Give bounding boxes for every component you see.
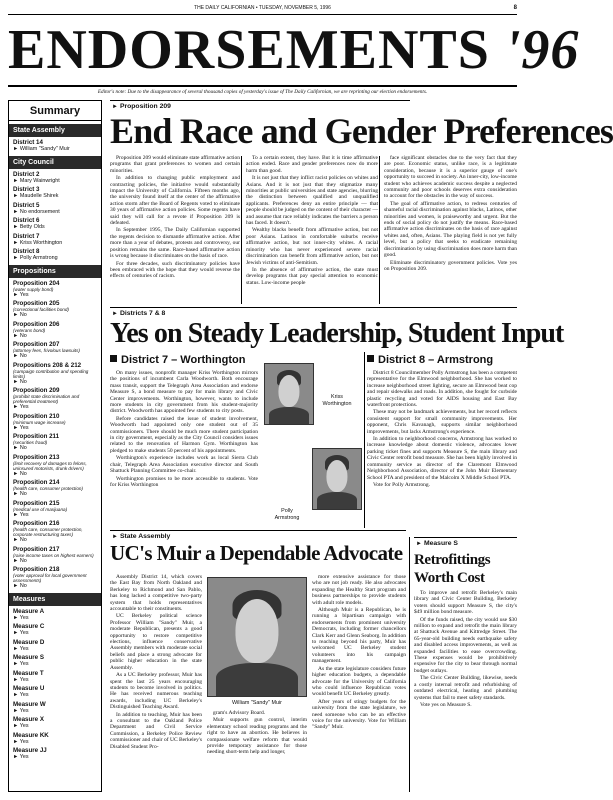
summary-item-name: Measure KK [13,731,49,739]
paragraph: Muir supports gun control, interim elementary school reading programs and the right to have an abortion. He believes in compassionate welfare reform that would provide temporary assistance for those needing short-term help and longer, [207,717,307,756]
paragraph: On many issues, nonprofit manager Kriss Worthington mirrors the positions of incumbent Carla Woodworth. Both encourage mass transit, support the Telegraph Area Association and endorse Measure S, a bond measure to pay for main library and Civic Center improvements. Worthington, however, wants to include more students in city government from his student-majority district. Woodworth has appointed few students to city posts. [110,370,258,415]
summary-item [13,654,97,668]
summary-item-name: Propositions 208 & 212 [13,361,82,369]
masthead-text: THE DAILY CALIFORNIAN • TUESDAY, NOVEMBER 5, 1996 [194,5,331,11]
assembly-tab-label: State Assembly [119,533,171,540]
paragraph: Before candidates raised the issue of student involvement, Woodworth had appointed only one student out of 35 commissioners. There should be much more student participation in city government, especially as the City Council considers issues related to the renovation of Harmon Gym. Worthington has pledged to make students 50 percent of his appointments. [110,415,258,454]
column-rule [364,352,365,528]
worthington-caption [312,394,362,407]
summary-item-vote: ► No [13,491,27,497]
summary-item-description: (minimum wage increase) [13,419,66,425]
column-rule [409,537,410,792]
district7-subhead [110,353,260,367]
summary-list [9,137,101,153]
summary-item-name: Measure A [13,607,45,615]
summary-item-name: Proposition 209 [13,387,60,394]
summary-item-description: (health care, consumer protection) [13,486,83,491]
summary-item [13,716,97,730]
column-rule [241,156,242,304]
summary-item [13,139,97,153]
summary-item-description: (veterans bond) [13,327,46,333]
summary-item-vote: ► Kriss Worthington [13,239,63,246]
summary-item-vote: ► No [13,332,27,339]
summary-item-name: Measure D [13,638,45,646]
summary-item [13,608,97,622]
summary-item [13,500,97,519]
summary-item-vote: ► Yes [13,645,29,652]
summary-item [13,454,97,478]
summary-item-name: Measure W [13,700,46,708]
summary-item [13,341,97,360]
summary-item-name: District 14 [13,139,43,146]
summary-item-description: (attorney fees, frivolous lawsuits) [13,348,80,353]
summary-item-description: (limit recovery of damages to felons, uninsured motorists, drunk drivers) [13,460,87,471]
summary-item-vote: ► Yes [13,511,29,518]
summary-item-name: Measure T [13,669,44,677]
paragraph: To improve and retrofit Berkeley's main library and Civic Center Building, Berkeley voters should support Measure S, the city's $49 million bond measure. [414,590,517,616]
measure-s-tab [414,537,517,548]
summary-title: Summary [9,101,101,121]
summary-item-vote: ► Mary Wainwright [13,177,60,184]
summary-item-vote: ► Yes [13,738,29,745]
assembly-column-3 [312,574,406,792]
summary-item-vote: ► Yes [13,404,29,410]
paragraph: Proposition 209 would eliminate state affirmative action programs that grant preferences to women and certain minorities. [110,155,240,174]
summary-item [13,362,97,386]
summary-item-name: District 6 [13,217,40,224]
summary-item-vote: ► Betty Olds [13,224,45,230]
paragraph: Vote yes on Measure S. [420,701,472,708]
summary-item-description: (medical use of marijuana) [13,506,68,512]
banner-year: '96 [504,19,580,81]
summary-item-vote: ► Yes [13,692,29,698]
summary-item-description: (prohibit state discrimination and preferential treatment) [13,394,80,404]
summary-item-name: Proposition 218 [13,566,60,573]
paragraph: Eliminate discriminatory government policies. Vote yes on Proposition 209. [384,259,517,272]
prop209-column-3 [384,155,517,305]
summary-item-name: Proposition 214 [13,479,60,486]
caption-line: Worthington [322,400,352,407]
district8-subhead-text: District 8 – Armstrong [378,354,494,366]
districts-headline: Yes on Steady Leadership, Student Input [110,318,564,349]
summary-item-name: District 5 [13,201,40,209]
prop209-column-2 [246,155,378,305]
summary-item-name: Proposition 216 [13,520,60,527]
arrow-icon: ► [112,534,118,540]
armstrong-photo [312,448,362,510]
paragraph: To a certain extent, they have. But it is time affirmative action ended. Race and gender preferences now do more harm than good. [246,155,378,174]
summary-item-name: Measure S [13,654,44,661]
armstrong-caption [262,508,312,521]
summary-item-vote: ► No [13,378,27,385]
square-bullet-icon [110,355,117,362]
summary-item-name: Proposition 207 [13,341,60,348]
summary-item-vote: ► No [13,470,27,477]
measure-s-text [414,590,517,792]
summary-item [13,670,97,684]
summary-section-head: City Council [9,156,101,169]
page-number: 8 [513,5,517,11]
summary-item-vote: ► No [13,312,27,318]
summary-item-description: (correctional facilities bond) [13,307,69,312]
districts-tab [110,307,517,318]
summary-item-vote: ► Yes [13,707,29,714]
summary-item-name: Proposition 204 [13,279,60,287]
summary-item [13,520,97,544]
paragraph: In September 1995, The Daily Californian supported the regents decision to dismantle affirmative action. After more than a year of debates, protests and controversy, our position remains the same. Race-based affirmative action is wrong because it discriminates on the basis of race. [110,227,240,260]
summary-item-name: District 2 [13,170,40,178]
summary-item [13,300,97,319]
summary-sidebar [8,100,102,792]
summary-item [13,387,97,411]
summary-item-vote: ► No [13,353,27,359]
summary-item [13,248,97,262]
masthead [8,3,517,15]
prop209-tab-label: Proposition 209 [119,103,171,110]
summary-list [9,169,101,262]
paragraph: Wealthy blacks benefit from affirmative action, but not poor Asians. Latinos in comfortable suburbs receive affirmative action, but not inner-city whites. A racial minority who has never experienced severe racial discrimination can benefit from affirmative action, but not Jewish victims of anti-Semitism. [246,227,378,266]
summary-item [13,479,97,498]
summary-item [13,171,97,185]
summary-item [13,233,97,247]
summary-item-vote: ► Yes [13,754,29,760]
paragraph: face significant obstacles due to the very fact that they are poor. Economic status, unlike race, is a legitimate consideration, because it is a superior gauge of one's opportunity to succeed in society. An inner-city, low-income student who achieves academic success despite a neglected community and poor schools deserves extra consideration to account for the obstacles in the way of success. [384,155,517,200]
summary-item [13,217,97,231]
summary-item-name: District 8 [13,248,40,255]
summary-item-description: (raise income taxes on highest earners) [13,552,94,558]
summary-item-description: (water supply bond) [13,286,54,292]
editor-note: Editor's note: Due to the disappearance of several thousand copies of yesterday's issue of The Daily Californian, we are reprinting our election endorsements. [8,85,517,95]
summary-item-description: (securities fraud) [13,440,48,445]
paragraph: Assembly District 14, which covers the East Bay from North Oakland and Berkeley to Richmond and San Pablo, has long lacked a competitive two-party system that holds representatives accountable to their constituents. [110,574,202,613]
arrow-icon: ► [112,311,118,317]
summary-item [13,566,97,590]
summary-item-vote: ► Yes [13,723,29,729]
district7-text [110,370,258,528]
summary-item-vote: ► Maudelle Shirek [13,193,59,199]
paragraph: It is not just that they inflict racist policies on whites and Asians. And it is not just that they stigmatize many minorities at public universities and state agencies, blurring the distinction between qualified and unqualified applicants. Preferences deny an entire principle — that people should be judged on the content of their character — and assume that race reliably indicates the barriers a person has faced. It doesn't. [246,175,378,227]
summary-item [13,701,97,715]
paragraph: The goal of affirmative action, to redress centuries of shameful racial discrimination against blacks, Latinos, other minorities and women, is praiseworthy and urgent. But the ends of social policy do not justify the means. Race-based affirmative action discriminates on the basis of race against whites and, often, Asians. The playing field is not yet fully level, but a policy that seeks to eradicate remaining discrimination by using discrimination does more harm than good. [384,200,517,259]
paragraph: After years of stingy budgets for the university from the state legislature, we need someone who can be an effective voice for the university. Vote for William "Sandy" Muir. [312,698,406,731]
summary-item-name: District 3 [13,186,40,193]
summary-section-head: State Assembly [9,124,101,137]
prop209-headline: End Race and Gender Preferences [110,111,613,151]
summary-item-name: Proposition 210 [13,412,60,420]
summary-item [13,546,97,565]
summary-item-name: Proposition 211 [13,433,60,440]
paragraph: UC Berkeley political science Professor William "Sandy" Muir, a moderate Republican, presents a good opportunity to restore competitive elections, influence conservative Assembly members with moderate social beliefs and place a strong advocate for public higher education in the state Assembly. [110,613,202,671]
assembly-tab [110,530,406,541]
endorsements-banner [8,17,580,83]
prop209-tab [110,100,410,111]
muir-photo [207,577,307,697]
caption-line: Polly [281,508,293,514]
summary-item-name: Proposition 215 [13,499,60,507]
summary-item [13,732,97,746]
summary-item [13,321,97,340]
summary-item-vote: ► Yes [13,614,29,621]
caption-line: Armstrong [274,514,300,521]
summary-item-description: (health care, consumer protection, corporate restructuring taxes) [13,527,83,537]
paragraph: Of the funds raised, the city would use $30 million to expand and retrofit the main library at Shattuck Avenue and Kittredge Street. The 65-year-old building needs earthquake safety and disabled access improvements, as well as expanded facilities to ease overcrowding. These expenses would be prohibitively expensive for the city to bear through normal budget outlays. [414,616,517,674]
paragraph: more extensive assistance for those who are not job ready. He also advocates expanding the Healthy Start program and business partnerships to provide students with adult role models. [312,574,406,606]
summary-item-description: (campaign contribution and spending limits) [13,368,89,379]
paragraph: Worthington promises to be more accessible to students. Vote for Kriss Worthington [110,475,258,488]
summary-item [13,413,97,432]
summary-item-name: Measure U [13,685,45,692]
summary-item-name: Proposition 217 [13,545,60,553]
summary-list [9,278,101,590]
paragraph: In addition to teaching, Muir has been a consultant to the Oakland Police Department and Civil Service Commission, a Berkeley Police Review commissioner and chair of UC Berkeley's Disabled Student Pro- [110,711,202,750]
summary-item-vote: ► Polly Armstrong [13,255,58,261]
summary-item [13,623,97,637]
assembly-headline: UC's Muir a Dependable Advocate [110,541,403,565]
summary-item-vote: ► No [13,445,27,451]
summary-item-vote: ► William "Sandy" Muir [13,146,70,152]
muir-caption: William "Sandy" Muir [232,700,282,706]
paragraph: As the state legislature considers future higher education budgets, a dependable advocate for the University of California who could influence Republican votes would benefit UC Berkeley greatly. [312,665,406,698]
summary-item-name: Measure X [13,716,44,723]
summary-item-name: Proposition 205 [13,300,60,307]
measure-s-headline-line: Worth Cost [414,570,485,586]
summary-item-name: Measure JJ [13,747,47,754]
summary-item [13,639,97,653]
summary-item-vote: ► Yes [13,630,29,636]
summary-section-head: Measures [9,593,101,606]
summary-item [13,685,97,699]
summary-item-vote: ► Yes [13,661,29,667]
paragraph: In addition to neighborhood concerns, Armstrong has worked to increase knowledge about domestic violence, advocates lower parking ticket fines and supports Measure S, the main library and Civic Center retrofit bond measure. She has been highly involved in community service as director of the Claremont Elmwood Neighborhood Association, director of the John Muir Elementary School PTA and president of the Malcolm X Middle School PTA. [367,436,517,481]
district7-subhead-text: District 7 – Worthington [121,354,246,366]
summary-item-name: District 7 [13,232,40,240]
summary-item [13,433,97,452]
measure-s-headline-line: Retrofittings [414,552,491,568]
summary-item [13,747,97,761]
worthington-photo [264,363,314,425]
summary-item-name: Measure C [13,623,45,630]
caption-line: Kriss [331,394,343,400]
summary-item [13,202,97,216]
paragraph: Vote for Polly Armstrong. [373,481,431,488]
summary-item-vote: ► Yes [13,676,29,683]
measure-s-headline [414,551,517,587]
districts-tab-label: Districts 7 & 8 [119,310,166,317]
paragraph: The Civic Center Building, likewise, needs a costly internal retrofit and refurbishing of outdated electrical, heating and plumbing systems that fail to meet safety standards. [414,675,517,701]
summary-item-description: (voter approval for local government assessments) [13,573,87,583]
paragraph: These may not be landmark achievements, but her record reflects consistent support for small community improvements. Her opponent, Chris Kavanagh, supports similar neighborhood improvements, but lacks Armstrong's experience. [367,409,517,435]
paragraph: gram's Advisory Board. [213,710,266,716]
arrow-icon: ► [416,541,422,547]
column-rule [379,156,380,304]
summary-list [9,606,101,761]
measure-s-tab-label: Measure S [423,540,458,547]
district8-text [367,370,517,528]
paragraph: For three decades, such discriminatory policies have been embraced with the hope that they would reverse the effects of centuries of racism. [110,260,240,280]
district8-subhead [367,353,517,367]
assembly-column-1 [110,574,202,792]
summary-item-vote: ► No [13,557,27,564]
paragraph: Worthington's experience includes work as local Sierra Club chair, Telegraph Area Association executive director and South Shattuck Planning Committee co-chair. [110,455,258,475]
summary-item-vote: ► No endorsement [13,208,60,215]
summary-item-vote: ► Yes [13,291,29,298]
summary-item-vote: ► No [13,537,27,543]
summary-item [13,280,97,299]
banner-word: ENDORSEMENTS [8,19,490,81]
paragraph: Although Muir is a Republican, he is running a bipartisan campaign with endorsements from prominent university Democrats, including former chancellors Clark Kerr and Glenn Seaborg. In addition to reaching beyond his party, Muir has welcomed UC Berkeley student volunteers into his campaign management. [312,607,406,665]
summary-item-name: Proposition 206 [13,320,60,328]
paragraph: District 8 Councilmember Polly Armstrong has been a competent representative for the Elmwood neighborhood. She has worked to increase neighborhood street lighting, secure an Elmwood beat cop and repair sidewalks and roads. In addition, she fought for curbside plastic recycling and voted for AIDS housing and East Bay waterfront protections. [367,370,517,409]
summary-item [13,186,97,200]
paragraph: In the absence of affirmative action, the state must develop programs that pay special attention to economic status. Low-income people [246,266,378,286]
assembly-column-2 [207,710,307,792]
paragraph: As a UC Berkeley professor, Muir has spent the last 25 years encouraging students to become involved in politics. He has received numerous teaching awards, including UC Berkeley's Distinguished Teaching Award. [110,672,202,711]
summary-section-head: Propositions [9,265,101,278]
prop209-column-1 [110,155,240,305]
arrow-icon: ► [112,104,118,110]
summary-item-name: Proposition 213 [13,453,60,461]
summary-item-vote: ► Yes [13,424,29,431]
summary-item-vote: ► No [13,583,27,589]
paragraph: In addition to changing public employment and contracting policies, the initiative would substantially impact the University of California. Fifteen months ago, the university found itself at the center of the affirmative action storm after the Board of Regents voted to eliminate 30 years of affirmative action policies. Some regents have said they will call for a revote if Proposition 209 is defeated. [110,175,240,227]
square-bullet-icon [367,355,374,362]
